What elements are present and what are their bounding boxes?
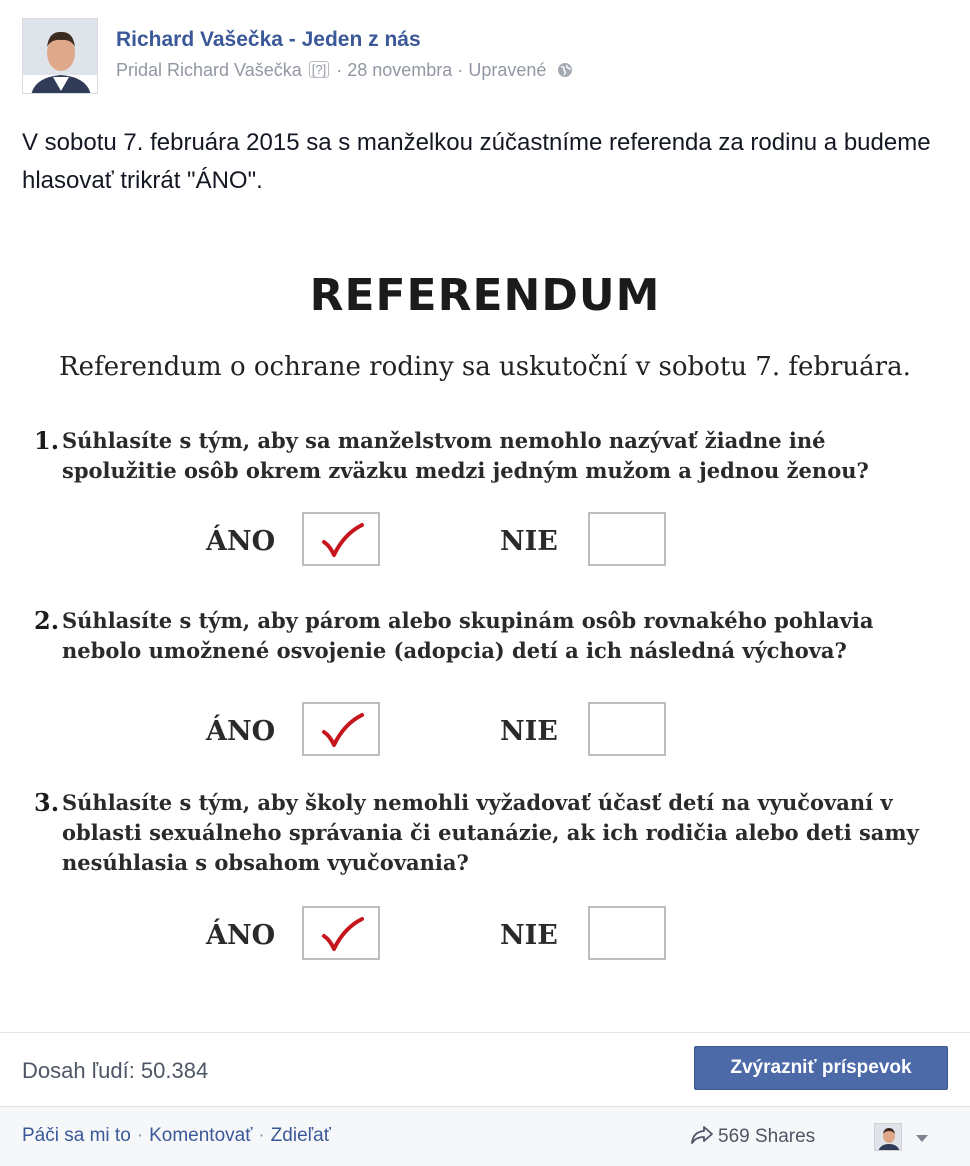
share-arrow-icon <box>690 1125 714 1145</box>
separator: · <box>136 1125 144 1146</box>
comment-link[interactable]: Komentovať <box>149 1125 253 1146</box>
like-link[interactable]: Páči sa mi to <box>22 1125 131 1146</box>
action-bar <box>0 1106 970 1166</box>
question-number: 1. <box>34 426 60 455</box>
question-text: Súhlasíte s tým, aby školy nemohli vyžadovať účasť detí na vyučovaní v oblasti sexuálneho správania či eutanázie, ak ich rodičia alebo deti samy nesúhlasia s obsahom vyučovania? <box>62 790 919 875</box>
answer-row-3 <box>0 906 970 966</box>
checkmark-icon <box>320 522 366 560</box>
checkmark-icon <box>320 916 366 954</box>
ballot-question-3 <box>34 788 934 878</box>
shares-text: 569 Shares <box>718 1126 816 1147</box>
added-by-text[interactable]: Pridal Richard Vašečka <box>116 60 302 80</box>
post-meta <box>116 60 573 81</box>
share-link[interactable]: Zdieľať <box>270 1125 331 1146</box>
chevron-down-icon[interactable] <box>916 1135 928 1142</box>
post-text: V sobotu 7. februára 2015 sa s manželkou zúčastníme referenda za rodinu a budeme hlasovať trikrát "ÁNO". <box>22 129 931 194</box>
ballot-question-2 <box>34 606 934 666</box>
footer-divider <box>0 1032 970 1033</box>
checkmark-icon <box>320 712 366 750</box>
yes-checkbox-1 <box>302 512 380 566</box>
ballot-title: REFERENDUM <box>309 270 661 321</box>
boost-post-button[interactable]: Zvýrazniť príspevok <box>694 1046 948 1090</box>
help-marker[interactable]: [?] <box>309 61 329 78</box>
question-number: 3. <box>34 788 60 817</box>
shares-count[interactable] <box>690 1125 815 1148</box>
question-text: Súhlasíte s tým, aby sa manželstvom nemohlo nazývať žiadne iné spolužitie osôb okrem zväzku medzi jedným mužom a jednou ženou? <box>62 428 869 483</box>
answer-row-2 <box>0 702 970 762</box>
no-label: NIE <box>500 716 558 747</box>
yes-checkbox-3 <box>302 906 380 960</box>
page-avatar-icon[interactable] <box>874 1123 902 1151</box>
answer-row-1 <box>0 512 970 572</box>
author-avatar[interactable] <box>22 18 98 94</box>
no-checkbox-1 <box>588 512 666 566</box>
ballot-subtitle: Referendum o ochrane rodiny sa uskutoční v sobotu 7. februára. <box>59 352 911 382</box>
author-name-link[interactable]: Richard Vašečka - Jeden z nás <box>116 28 421 51</box>
yes-label: ÁNO <box>206 920 276 951</box>
referendum-ballot-image[interactable] <box>0 232 970 1032</box>
no-checkbox-2 <box>588 702 666 756</box>
edited-label[interactable]: Upravené <box>468 60 547 80</box>
no-label: NIE <box>500 920 558 951</box>
yes-checkbox-2 <box>302 702 380 756</box>
no-label: NIE <box>500 526 558 557</box>
globe-icon[interactable] <box>557 62 573 78</box>
yes-label: ÁNO <box>206 716 276 747</box>
post-date[interactable]: · 28 novembra · <box>336 60 464 80</box>
reach-count[interactable]: Dosah ľudí: 50.384 <box>22 1058 209 1083</box>
separator: · <box>258 1125 265 1146</box>
ballot-question-1 <box>34 426 934 486</box>
post-actions <box>22 1125 331 1147</box>
no-checkbox-3 <box>588 906 666 960</box>
yes-label: ÁNO <box>206 526 276 557</box>
question-number: 2. <box>34 606 60 635</box>
question-text: Súhlasíte s tým, aby párom alebo skupinám osôb rovnakého pohlavia nebolo umožnené osvojenie (adopcia) detí a ich následná výchova? <box>62 608 874 663</box>
